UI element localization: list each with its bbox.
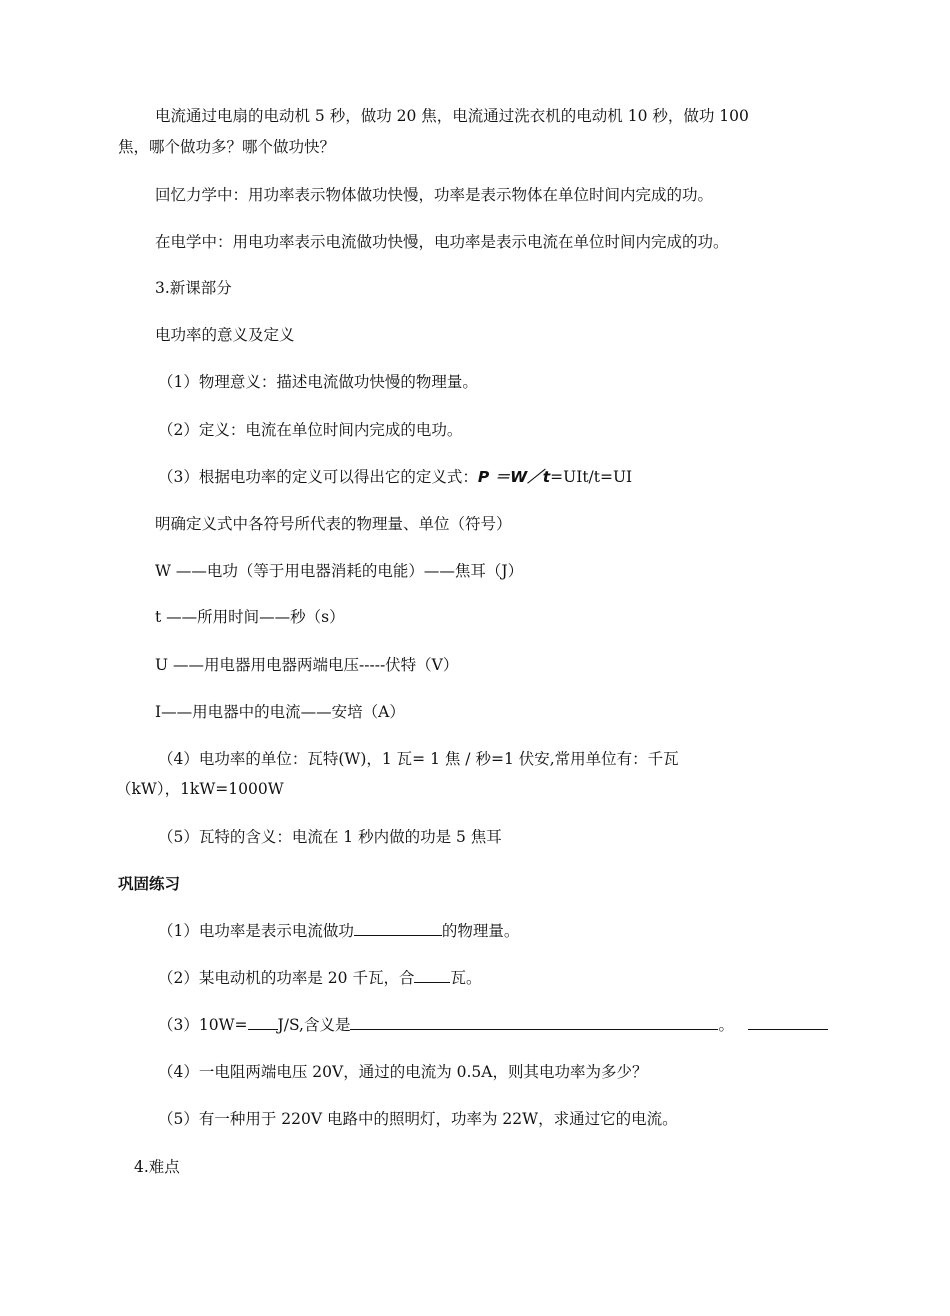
question-4: （4）一电阻两端电压 20V，通过的电流为 0.5A，则其电功率为多少？ — [158, 1063, 648, 1081]
symbol-w: W ——电功（等于用电器消耗的电能）——焦耳（J） — [155, 562, 524, 580]
question-1-prefix: （1）电功率是表示电流做功 — [158, 922, 354, 940]
recall-mechanics: 回忆力学中：用功率表示物体做功快慢，功率是表示物体在单位时间内完成的功。 — [155, 186, 714, 204]
item-5: （5）瓦特的含义：电流在 1 秒内做的功是 5 焦耳 — [158, 828, 502, 846]
item-4-line-1: （4）电功率的单位：瓦特(W)，1 瓦= 1 焦 / 秒=1 伏安,常用单位有：千瓦 — [158, 750, 679, 768]
question-3-blank-2[interactable] — [350, 1015, 718, 1030]
section-3-heading: 3.新课部分 — [155, 279, 232, 297]
question-1-blank[interactable] — [354, 921, 442, 936]
symbol-i: I——用电器中的电流——安培（A） — [155, 703, 405, 721]
item-1: （1）物理意义：描述电流做功快慢的物理量。 — [158, 373, 478, 391]
question-1-suffix: 的物理量。 — [441, 922, 520, 940]
question-2-suffix: 瓦。 — [450, 969, 482, 987]
section-4-heading: 4.难点 — [134, 1158, 180, 1176]
intro-line-1: 电流通过电扇的电动机 5 秒，做功 20 焦，电流通过洗衣机的电动机 10 秒，做功 100 — [155, 107, 749, 125]
symbol-u: U ——用电器用电器两端电压-----伏特（V） — [155, 656, 459, 674]
symbols-intro: 明确定义式中各符号所代表的物理量、单位（符号） — [155, 515, 512, 533]
item-3-suffix: =UIt/t=UI — [550, 468, 633, 486]
item-2: （2）定义：电流在单位时间内完成的电功。 — [158, 421, 463, 439]
question-1 — [158, 919, 519, 944]
question-3 — [158, 1013, 828, 1038]
section-3-subheading: 电功率的意义及定义 — [155, 326, 295, 344]
practice-heading: 巩固练习 — [118, 875, 181, 893]
recall-electric: 在电学中：用电功率表示电流做功快慢，电功率是表示电流在单位时间内完成的功。 — [155, 233, 729, 251]
intro-line-2: 焦，哪个做功多？哪个做功快？ — [118, 138, 336, 156]
question-5: （5）有一种用于 220V 电路中的照明灯，功率为 22W，求通过它的电流。 — [158, 1110, 678, 1128]
item-3 — [158, 465, 632, 490]
question-3-prefix: （3）10W= — [158, 1016, 248, 1034]
item-4-line-2: （kW），1kW=1000W — [116, 780, 284, 798]
question-2 — [158, 966, 481, 991]
item-3-prefix: （3）根据电功率的定义可以得出它的定义式： — [158, 468, 478, 486]
question-3-mid: J/S,含义是 — [277, 1016, 351, 1034]
question-2-prefix: （2）某电动机的功率是 20 千瓦，合 — [158, 969, 415, 987]
item-3-formula: P ＝W／t — [477, 468, 551, 486]
question-3-blank-1[interactable] — [248, 1015, 278, 1030]
question-3-suffix: 。 — [718, 1016, 734, 1034]
question-3-blank-3[interactable] — [748, 1015, 828, 1030]
question-2-blank[interactable] — [414, 968, 450, 983]
symbol-t: t ——所用时间——秒（s） — [155, 608, 345, 626]
